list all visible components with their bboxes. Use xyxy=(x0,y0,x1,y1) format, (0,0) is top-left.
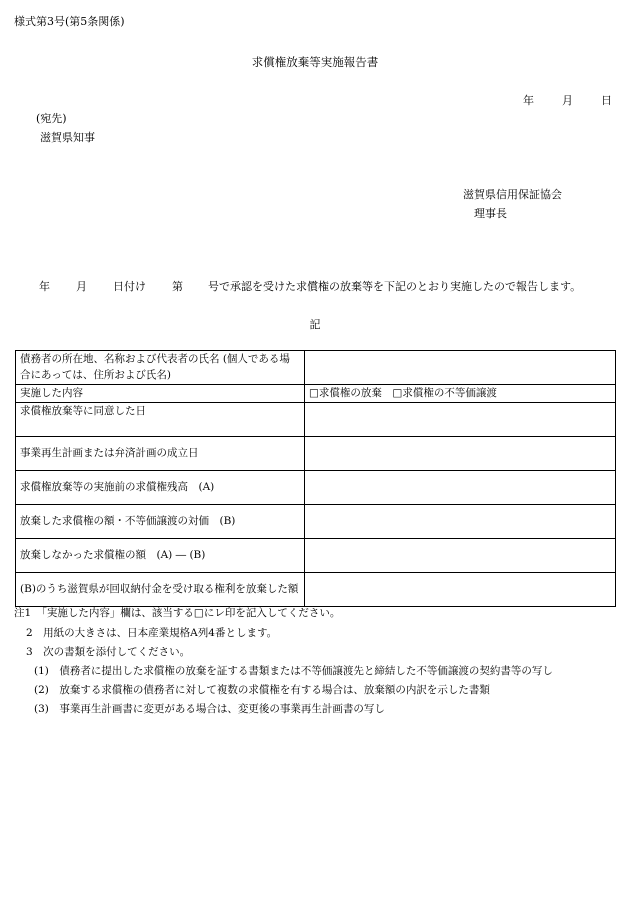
note-3-1: (1) 債務者に提出した求償権の放棄を証する書類または不等価譲渡先と締結した不等価譲渡の契約書等の写し xyxy=(34,665,553,677)
row-label: 放棄しなかった求償権の額 (A) ― (B) xyxy=(16,539,305,573)
note-3: 3 次の書類を添付してください。 xyxy=(26,646,191,658)
report-month: 月 xyxy=(76,280,87,293)
row-value[interactable] xyxy=(305,437,616,471)
table-row xyxy=(16,471,616,505)
sender-title: 理事長 xyxy=(474,207,507,220)
table-row xyxy=(16,385,616,403)
row-value[interactable] xyxy=(305,403,616,437)
table-row xyxy=(16,573,616,607)
note-2: 2 用紙の大きさは、日本産業規格A列4番とします。 xyxy=(26,627,278,639)
row-value[interactable] xyxy=(305,539,616,573)
date-day: 日 xyxy=(601,94,612,107)
report-day-suffix: 日付け xyxy=(113,280,146,293)
row-label: 求償権放棄等の実施前の求償権残高 (A) xyxy=(16,471,305,505)
table-row xyxy=(16,403,616,437)
report-sentence xyxy=(39,280,581,293)
row-label: 求償権放棄等に同意した日 xyxy=(16,403,305,437)
row-value[interactable] xyxy=(305,573,616,607)
document-title: 求償権放棄等実施報告書 xyxy=(251,55,379,69)
row-label: 債務者の所在地、名称および代表者の氏名 (個人である場合にあっては、住所および氏名) xyxy=(16,351,305,385)
report-no-prefix: 第 xyxy=(172,280,183,293)
row-value[interactable]: □求償権の放棄 □求償権の不等価譲渡 xyxy=(305,385,616,403)
report-rest: 号で承認を受けた求償権の放棄等を下記のとおり実施したので報告します。 xyxy=(208,280,582,293)
note-3-2: (2) 放棄する求償権の債務者に対して複数の求償権を有する場合は、放棄額の内訳を示した書類 xyxy=(34,684,490,696)
date-line xyxy=(523,94,612,107)
row-label: 実施した内容 xyxy=(16,385,305,403)
row-value[interactable] xyxy=(305,351,616,385)
table-row xyxy=(16,539,616,573)
addressee-name: 滋賀県知事 xyxy=(40,131,95,144)
table-row xyxy=(16,505,616,539)
form-number: 様式第3号(第5条関係) xyxy=(14,15,125,28)
row-label: (B)のうち滋賀県が回収納付金を受け取る権利を放棄した額 xyxy=(16,573,305,607)
row-label: 放棄した求償権の額・不等価譲渡の対価 (B) xyxy=(16,505,305,539)
date-month: 月 xyxy=(562,94,573,107)
row-label: 事業再生計画または弁済計画の成立日 xyxy=(16,437,305,471)
addressee-label: (宛先) xyxy=(36,112,67,125)
ki-heading: 記 xyxy=(309,318,321,331)
table-row xyxy=(16,437,616,471)
note-3-3: (3) 事業再生計画書に変更がある場合は、変更後の事業再生計画書の写し xyxy=(34,703,385,715)
table-row xyxy=(16,351,616,385)
row-value[interactable] xyxy=(305,505,616,539)
sender-organization: 滋賀県信用保証協会 xyxy=(463,188,562,201)
row-value[interactable] xyxy=(305,471,616,505)
report-table xyxy=(15,350,616,607)
date-year: 年 xyxy=(523,94,534,107)
note-1: 注1 「実施した内容」欄は、該当する□にレ印を記入してください。 xyxy=(14,607,341,619)
report-year: 年 xyxy=(39,280,50,293)
